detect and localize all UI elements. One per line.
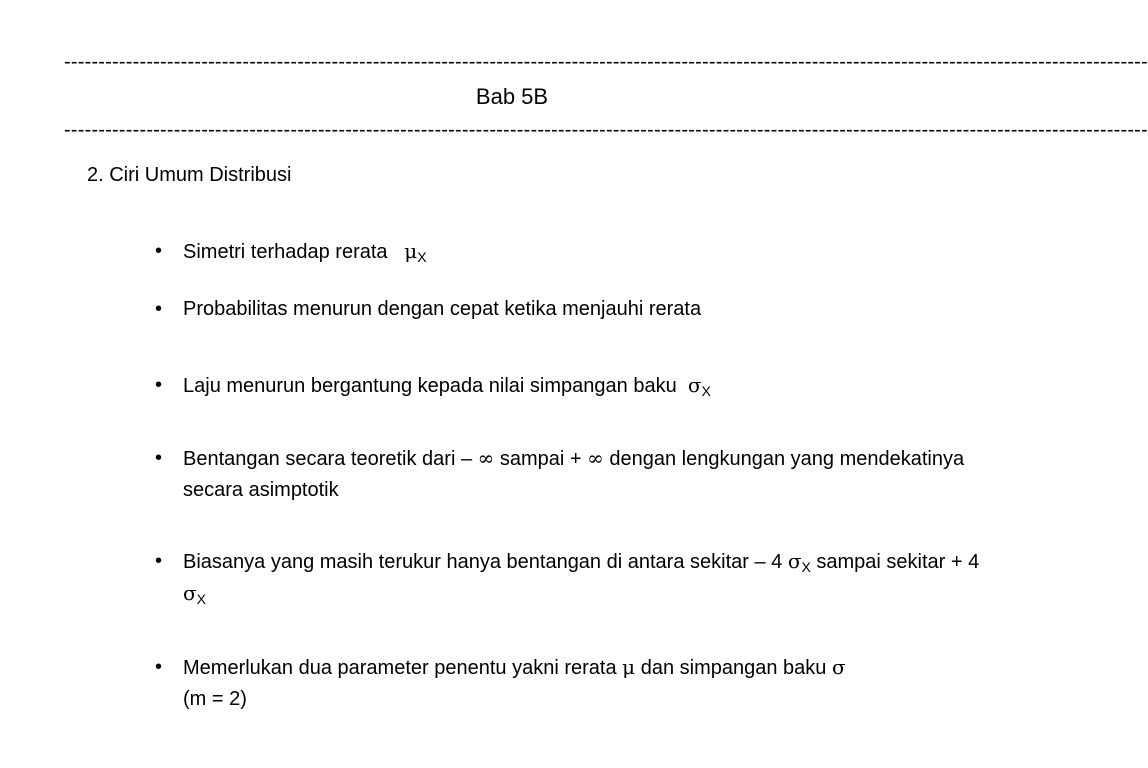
- bullet-item-rate: [155, 370, 995, 402]
- bottom-dashed-rule: --------------------------------------------------------------------------------------------------------------------------------------------------------------: [64, 119, 1148, 141]
- subscript-x: X: [701, 383, 711, 399]
- bullet-text-part2: sampai sekitar + 4: [810, 551, 980, 573]
- bullet-dot: •: [155, 298, 163, 320]
- subscript-x: X: [417, 249, 427, 265]
- sigma-symbol: σ: [831, 655, 846, 679]
- bullet-text-part2: sampai +: [494, 448, 588, 470]
- bullet-text-part3: dengan lengkungan yang mendekatinya secara asimptotik: [183, 448, 965, 501]
- bullet-text-main: Simetri terhadap rerata: [183, 241, 388, 263]
- bullet-dot: •: [155, 447, 163, 469]
- bullet-text: [183, 236, 995, 268]
- bullet-text-part1: Bentangan secara teoretik dari –: [183, 448, 478, 470]
- bullet-dot: •: [155, 656, 163, 678]
- bullet-text-part1: Biasanya yang masih terukur hanya bentangan di antara sekitar – 4: [183, 551, 788, 573]
- subscript-x: X: [196, 591, 206, 607]
- page-title: Bab 5B: [475, 84, 549, 109]
- section-heading: 2. Ciri Umum Distribusi: [87, 164, 292, 186]
- bullet-item-parameters: [155, 652, 995, 715]
- bullet-dot: •: [155, 240, 163, 262]
- bullet-item-symmetry: [155, 236, 995, 268]
- bullet-text-part2: dan simpangan baku: [635, 657, 832, 679]
- bullet-dot: •: [155, 550, 163, 572]
- infinity-symbol: ∞: [587, 446, 604, 470]
- bullet-text: [183, 652, 995, 715]
- bullet-text-part3: (m = 2): [183, 688, 247, 710]
- bullet-text-main: Laju menurun bergantung kepada nilai simpangan baku: [183, 375, 677, 397]
- bullet-item-range: [155, 443, 995, 506]
- bullet-item-measured-range: [155, 546, 995, 610]
- bullet-item-probability: [155, 294, 995, 325]
- bullet-text-part1: Memerlukan dua parameter penentu yakni rerata: [183, 657, 623, 679]
- mu-symbol: μ: [622, 655, 636, 679]
- top-dashed-rule: --------------------------------------------------------------------------------------------------------------------------------------------------------------: [64, 51, 1148, 73]
- bullet-dot: •: [155, 374, 163, 396]
- bullet-text: [183, 370, 995, 402]
- infinity-symbol: ∞: [477, 446, 495, 470]
- sigma-symbol: σ: [787, 549, 802, 573]
- bullet-text: [183, 443, 995, 506]
- bullet-text: Probabilitas menurun dengan cepat ketika menjauhi rerata: [183, 298, 702, 320]
- sigma-symbol: σ: [183, 581, 197, 605]
- bullet-text: [183, 546, 995, 610]
- subscript-x: X: [801, 559, 811, 575]
- sigma-symbol: σ: [687, 373, 702, 397]
- mu-symbol: μ: [404, 239, 418, 263]
